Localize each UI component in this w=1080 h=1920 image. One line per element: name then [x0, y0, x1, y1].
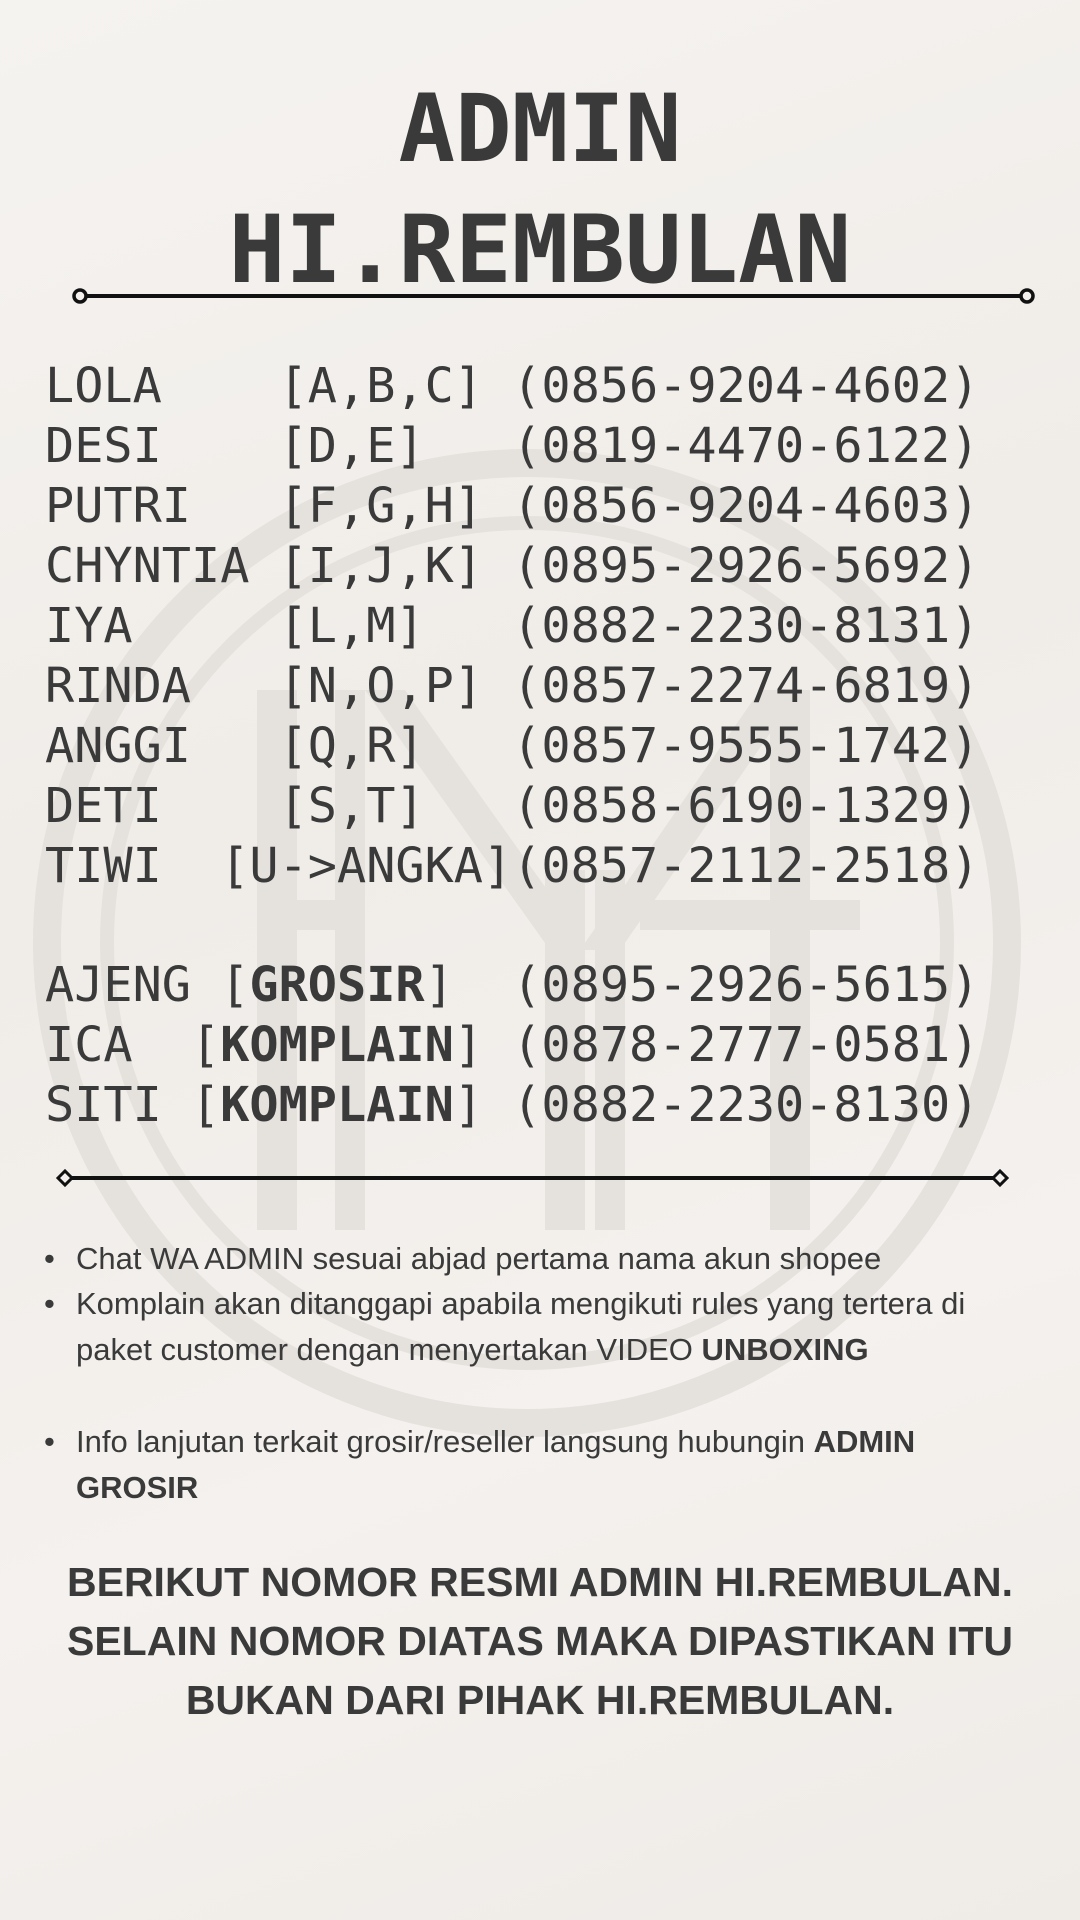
- admin-phone: (0819-4470-6122): [512, 418, 980, 474]
- admin-phone: (0882-2230-8130): [512, 1077, 980, 1133]
- note-emphasis: UNBOXING: [701, 1332, 869, 1367]
- admin-phone: (0857-2112-2518): [512, 838, 980, 894]
- note-text: Komplain akan ditanggapi apabila mengikuti rules yang tertera di paket customer dengan menyertakan VIDEO: [76, 1286, 966, 1367]
- note-item: [44, 1419, 1036, 1511]
- bracket-close: ]: [424, 957, 513, 1013]
- closing-line-3: BUKAN DARI PIHAK HI.REMBULAN.: [185, 1677, 895, 1723]
- note-text: Info lanjutan terkait grosir/reseller langsung hubungin: [76, 1424, 814, 1459]
- closing-line-1: BERIKUT NOMOR RESMI ADMIN HI.REMBULAN.: [66, 1559, 1013, 1605]
- admin-phone: (0857-9555-1742): [512, 718, 980, 774]
- admin-name-range: ANGGI [Q,R]: [45, 718, 513, 774]
- admin-name-range: LOLA [A,B,C]: [45, 358, 513, 414]
- admin-phone: (0856-9204-4602): [512, 358, 980, 414]
- admin-name-range: RINDA [N,O,P]: [45, 658, 513, 714]
- bullet-icon: •: [44, 1286, 55, 1321]
- admin-role: GROSIR: [249, 957, 425, 1013]
- admin-phone: (0856-9204-4603): [512, 478, 980, 534]
- bullet-icon: •: [44, 1424, 55, 1459]
- admin-phone: (0878-2777-0581): [512, 1017, 980, 1073]
- admin-phone: (0895-2926-5615): [512, 957, 980, 1013]
- admin-name-range: PUTRI [F,G,H]: [45, 478, 513, 534]
- closing-statement: [0, 1553, 1080, 1730]
- admin-phone: (0857-2274-6819): [512, 658, 980, 714]
- title-line-1: ADMIN: [398, 75, 682, 184]
- admin-name-range: DESI [D,E]: [45, 418, 513, 474]
- admin-phone: (0882-2230-8131): [512, 598, 980, 654]
- admin-name: AJENG [: [45, 957, 250, 1013]
- admin-phone: (0895-2926-5692): [512, 538, 980, 594]
- admin-name-range: CHYNTIA [I,J,K]: [45, 538, 513, 594]
- bracket-close: ]: [453, 1077, 513, 1133]
- bullet-icon: •: [44, 1241, 55, 1276]
- admin-name: ICA [: [45, 1017, 221, 1073]
- closing-line-2: SELAIN NOMOR DIATAS MAKA DIPASTIKAN ITU: [66, 1618, 1013, 1664]
- admin-name-range: DETI [S,T]: [45, 778, 513, 834]
- note-emphasis: ADMIN GROSIR: [76, 1424, 916, 1505]
- admin-role: KOMPLAIN: [220, 1077, 454, 1133]
- admin-phone: (0858-6190-1329): [512, 778, 980, 834]
- admin-name-range: IYA [L,M]: [45, 598, 513, 654]
- admin-name-range: TIWI [U->ANGKA]: [45, 838, 513, 894]
- admin-role: KOMPLAIN: [220, 1017, 454, 1073]
- admin-name: SITI [: [45, 1077, 221, 1133]
- title-line-2: HI.REMBULAN: [228, 196, 852, 305]
- note-text: Chat WA ADMIN sesuai abjad pertama nama akun shopee: [76, 1241, 882, 1276]
- note-item: [44, 1236, 1036, 1282]
- bracket-close: ]: [453, 1017, 513, 1073]
- note-item: [44, 1281, 1036, 1373]
